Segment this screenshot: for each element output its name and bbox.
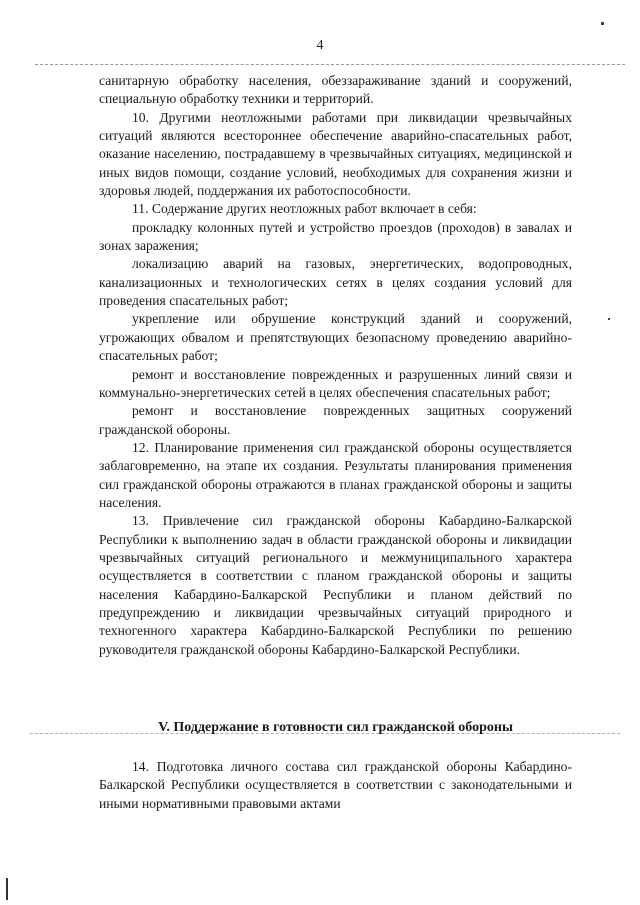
header-rule	[35, 64, 625, 65]
paragraph: 13. Привлечение сил гражданской обороны Кабардино-Балкарской Республики к выполнению задач в области гражданской обороны и ликвидации чрезвычайных ситуаций регионального и межмуниципального характера осуществляется в соответствии с планом гражданской обороны и защиты населения Кабардино-Балкарской Республики и планом действий по предупреждению и ликвидации чрезвычайных ситуаций природного и техногенного характера Кабардино-Балкарской Республики по решению руководителя гражданской обороны Кабардино-Балкарской Республики.	[99, 513, 572, 657]
page-number: 4	[316, 38, 324, 53]
scan-mark-top-right	[601, 22, 604, 25]
scan-mark-right	[608, 318, 610, 320]
body-text-lower	[99, 758, 572, 813]
paragraph: 12. Планирование применения сил гражданской обороны осуществляется заблаговременно, на этапе их создания. Результаты планирования применения сил гражданской обороны отражаются в планах гражданской обороны и защиты населения.	[99, 439, 572, 510]
paragraph: прокладку колонных путей и устройство проездов (проходов) в завалах и зонах заражения;	[99, 219, 572, 254]
paragraph: 14. Подготовка личного состава сил гражданской обороны Кабардино-Балкарской Республики осуществляется в соответствии с законодательными и иными нормативными правовыми актами	[99, 759, 572, 811]
scan-mark-left-edge	[6, 878, 8, 900]
paragraph: локализацию аварий на газовых, энергетических, водопроводных, канализационных и технологических сетях в целях создания условий для проведения спасательных работ;	[99, 256, 572, 309]
paragraph: санитарную обработку населения, обеззараживание зданий и сооружений, специальную обработку техники и территорий.	[99, 73, 572, 107]
section-heading: V. Поддержание в готовности сил гражданской обороны	[158, 720, 513, 735]
paragraph: ремонт и восстановление поврежденных и разрушенных линий связи и коммунально-энергетических сетей в целях обеспечения спасательных работ;	[99, 366, 572, 400]
paragraph: укрепление или обрушение конструкций зданий и сооружений, угрожающих обвалом и препятствующих безопасному проведению аварийно-спасательных работ;	[99, 311, 572, 364]
paragraph: ремонт и восстановление поврежденных защитных сооружений гражданской обороны.	[99, 403, 572, 437]
body-text-upper	[99, 72, 572, 659]
paragraph: 11. Содержание других неотложных работ включает в себя:	[132, 201, 477, 217]
paragraph: 10. Другими неотложными работами при ликвидации чрезвычайных ситуаций являются всестороннее обеспечение аварийно-спасательных работ, оказание населению, пострадавшему в чрезвычайных ситуациях, медицинской и иных видов помощи, создание условий, необходимых для сохранения жизни и здоровья людей, поддержания их работоспособности.	[99, 109, 572, 199]
